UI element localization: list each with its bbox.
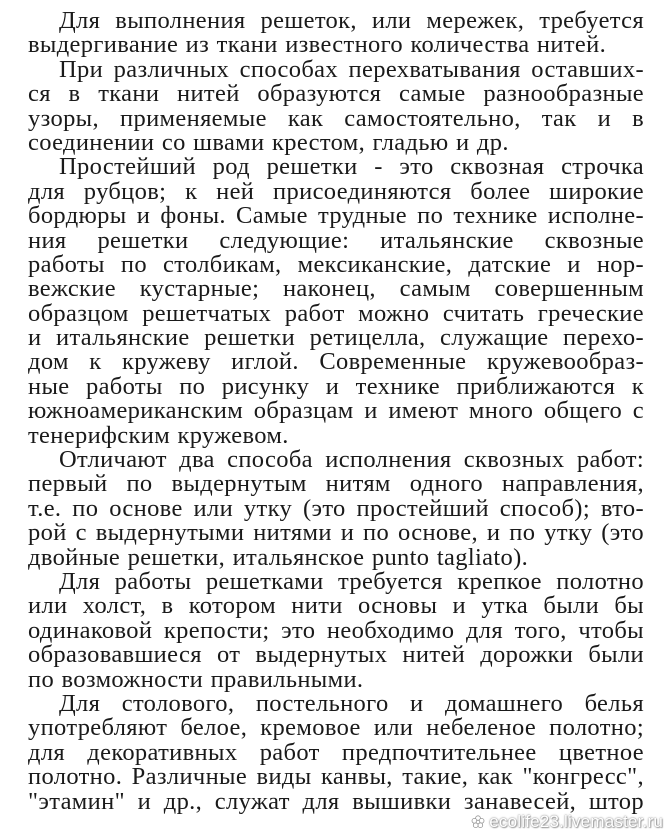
text-line: рой с выдернутыми нитями и по основе, и по утку (это	[28, 519, 644, 547]
text-line: соединении со швами крестом, гладью и др.	[28, 128, 509, 156]
text-line: Для столового, постельного и домашнего белья	[59, 689, 644, 717]
watermark	[471, 812, 663, 832]
text-line: "этамин" и др., служат для вышивки занавесей, штор	[28, 787, 644, 815]
text-line: При различных способах перехватывания оставших-	[59, 55, 644, 83]
text-line: дом к кружеву иглой. Современные кружевообраз-	[28, 348, 644, 376]
text-line: Для выполнения решеток, или мережек, требуется	[59, 7, 644, 34]
paragraph	[28, 448, 644, 570]
text-line: т.е. по основе или утку (это простейший способ); вто-	[28, 494, 644, 522]
text-line: ные работы по рисунку и технике приближаются к	[28, 372, 644, 400]
text-line: по возможности правильными.	[28, 665, 364, 693]
text-line: Отличают два способа исполнения сквозных работ:	[59, 446, 644, 474]
text-line: полотно. Различные виды канвы, такие, как "конгресс",	[28, 763, 644, 791]
text-line: одинаковой крепости; это необходимо для того, чтобы	[28, 616, 644, 644]
flower-icon	[471, 815, 485, 829]
paragraph	[28, 567, 644, 693]
text-line: образовавшиеся от выдернутых нитей дорожки были	[28, 641, 644, 669]
paragraph	[28, 689, 644, 815]
text-line: узоры, применяемые как самостоятельно, так и в	[28, 104, 644, 132]
document-text	[28, 9, 644, 814]
text-line: двойные решетки, итальянское punto tagliato).	[28, 543, 529, 571]
paragraph	[28, 9, 644, 58]
text-line: образцом решетчатых работ можно считать греческие	[28, 299, 644, 327]
text-line: первый по выдернутым нитям одного направления,	[28, 470, 644, 498]
paragraph	[28, 55, 644, 156]
text-line: бордюры и фоны. Самые трудные по технике исполне-	[28, 202, 644, 230]
text-line: Для работы решетками требуется крепкое полотно	[59, 567, 644, 595]
text-line: и итальянские решетки ретицелла, служащие перехо-	[28, 324, 644, 352]
text-line: для декоративных работ предпочтительнее цветное	[28, 738, 644, 766]
text-line: для рубцов; к ней присоединяются более широкие	[28, 177, 644, 205]
text-line: выдергивание из ткани известного количества нитей.	[28, 31, 607, 59]
text-line: ся в ткани нитей образуются самые разнообразные	[28, 80, 644, 108]
text-line: вежские кустарные; наконец, самым совершенным	[28, 275, 644, 303]
text-line: ния решетки следующие: итальянские сквозные	[28, 226, 644, 254]
text-line: или холст, в котором нити основы и утка были бы	[28, 592, 644, 620]
text-line: употребляют белое, кремовое или небеленое полотно;	[28, 714, 644, 742]
text-line: работы по столбикам, мексиканские, датские и нор-	[28, 250, 644, 278]
watermark-text: ecolife23.livemaster.ru	[489, 812, 663, 831]
text-line: Простейший род решетки - это сквозная строчка	[59, 153, 644, 181]
paragraph	[28, 155, 644, 448]
text-line: южноамериканским образцам и имеют много общего с	[28, 397, 644, 425]
text-line: тенерифским кружевом.	[28, 421, 289, 449]
